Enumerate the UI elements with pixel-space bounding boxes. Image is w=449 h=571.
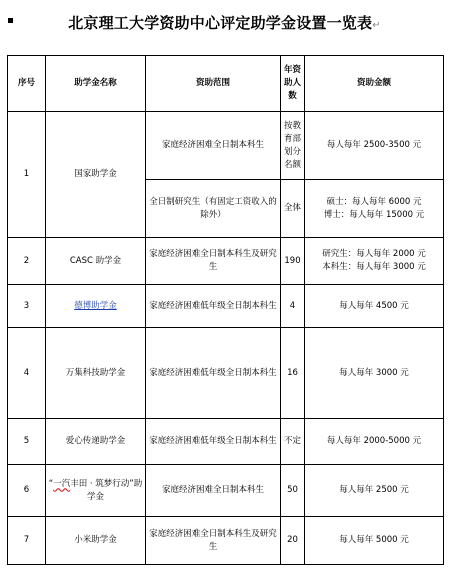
row-scope: 家庭经济困难全日制本科生 — [146, 465, 281, 517]
row-count: 全体 — [281, 180, 305, 238]
row-no: 2 — [8, 238, 46, 285]
amount-line: 本科生：每人每年 3000 元 — [322, 262, 426, 272]
row-amount: 每人每年 2500 元 — [305, 465, 444, 517]
table-row — [8, 419, 444, 465]
header-no: 序号 — [8, 56, 46, 112]
amount-line: 研究生：每人每年 2000 元 — [322, 249, 426, 259]
header-row — [8, 56, 444, 112]
table-row — [8, 465, 444, 517]
row-count: 50 — [281, 465, 305, 517]
table-row — [8, 328, 444, 419]
header-scope: 资助范围 — [146, 56, 281, 112]
amount-line: 硕士：每人每年 6000 元 — [326, 196, 422, 207]
row-count: 4 — [281, 285, 305, 328]
row-name: 国家助学金 — [46, 112, 146, 238]
table-row — [8, 238, 444, 285]
row-no: 4 — [8, 328, 46, 419]
row-no: 5 — [8, 419, 46, 465]
row-amount: 每人每年 4500 元 — [305, 285, 444, 328]
row-name: 万集科技助学金 — [46, 328, 146, 419]
row-scope: 家庭经济困难全日制本科生 — [146, 112, 281, 180]
row-amount — [305, 238, 444, 285]
spellcheck-underline: 一汽 — [53, 478, 71, 489]
row-name — [46, 285, 146, 328]
row-no: 3 — [8, 285, 46, 328]
row-amount — [305, 180, 444, 238]
row-amount: 每人每年 2000-5000 元 — [305, 419, 444, 465]
row-name: 爱心传递助学金 — [46, 419, 146, 465]
row-name: CASC 助学金 — [46, 238, 146, 285]
row-amount: 每人每年 2500-3500 元 — [305, 112, 444, 180]
header-count: 年资助人数 — [281, 56, 305, 112]
row-amount: 每人每年 5000 元 — [305, 517, 444, 565]
table-row — [8, 112, 444, 180]
header-amount: 资助金额 — [305, 56, 444, 112]
grant-name-link[interactable]: 德博助学金 — [74, 300, 117, 311]
row-no: 1 — [8, 112, 46, 238]
page-title: 北京理工大学资助中心评定助学金设置一览表↵ — [68, 14, 381, 32]
row-count: 20 — [281, 517, 305, 565]
row-amount: 每人每年 3000 元 — [305, 328, 444, 419]
row-count: 不定 — [281, 419, 305, 465]
header-name: 助学金名称 — [46, 56, 146, 112]
row-count: 按教育部划分名额 — [281, 112, 305, 180]
row-no: 6 — [8, 465, 46, 517]
row-scope: 家庭经济困难低年级全日制本科生 — [146, 285, 281, 328]
grant-table — [7, 55, 444, 565]
row-scope: 全日制研究生（有固定工资收入的除外） — [146, 180, 281, 238]
row-scope: 家庭经济困难全日制本科生及研究生 — [146, 517, 281, 565]
table-row — [8, 285, 444, 328]
row-name: 小米助学金 — [46, 517, 146, 565]
row-count: 16 — [281, 328, 305, 419]
amount-line: 博士：每人每年 15000 元 — [323, 209, 425, 220]
row-count: 190 — [281, 238, 305, 285]
row-scope: 家庭经济困难全日制本科生及研究生 — [146, 238, 281, 285]
row-name: “一汽丰田 · 筑梦行动”助学金 — [46, 465, 146, 517]
table-row — [8, 517, 444, 565]
row-no: 7 — [8, 517, 46, 565]
row-scope: 家庭经济困难低年级全日制本科生 — [146, 419, 281, 465]
row-scope: 家庭经济困难低年级全日制本科生 — [146, 328, 281, 419]
